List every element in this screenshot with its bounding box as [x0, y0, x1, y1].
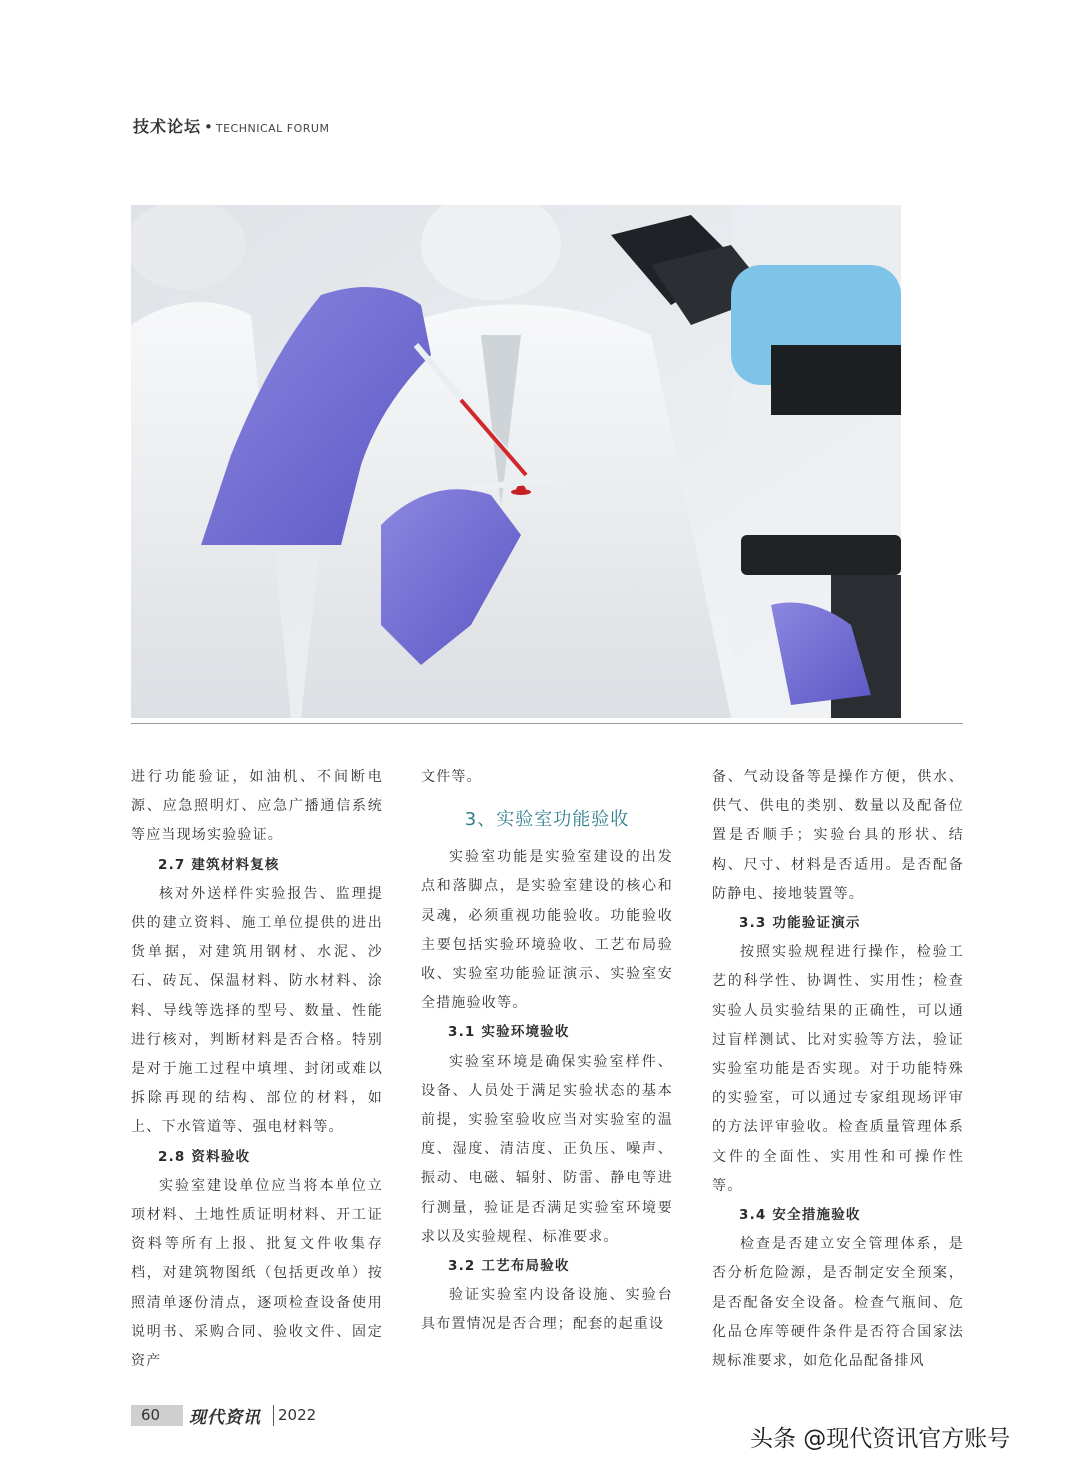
- section-title-en: TECHNICAL FORUM: [215, 122, 330, 135]
- body-paragraph: 核对外送样件实验报告、监理提供的建立资料、施工单位提供的进出货单据，对建筑用钢材、水泥、沙石、砖瓦、保温材料、防水材料、涂料、导线等选择的型号、数量、性能进行核对，判断材料是否合格。特别是对于施工过程中填埋、封闭或难以拆除再现的结构、部位的材料，如上、下水管道等、强电材料等。: [131, 885, 383, 1136]
- subsection-heading: 2.8 资料验收: [158, 1148, 251, 1165]
- body-paragraph: 实验室功能是实验室建设的出发点和落脚点，是实验室建设的核心和灵魂，必须重视功能验收。功能验收主要包括实验环境验收、工艺布局验收、实验室功能验证演示、实验室安全措施验收等。: [421, 849, 673, 1012]
- magazine-logo: 现代资讯: [189, 1408, 261, 1428]
- body-paragraph: 进行功能验证，如油机、不间断电源、应急照明灯、应急广播通信系统等应当现场实验验证。: [131, 769, 383, 844]
- subsection-heading: 3.2 工艺布局验收: [448, 1258, 570, 1275]
- text-column-1: [131, 763, 383, 1376]
- header-divider: [131, 723, 963, 724]
- subsection-heading: 3.1 实验环境验收: [448, 1024, 570, 1041]
- body-paragraph: 实验室环境是确保实验室样件、设备、人员处于满足实验状态的基本前提，实验室验收应当对实验室的温度、湿度、清洁度、正负压、噪声、振动、电磁、辐射、防雷、静电等进行测量，验证是否满足实验室环境要求以及实验规程、标准要求。: [421, 1053, 673, 1245]
- text-column-2: [421, 763, 673, 1340]
- issue-year: 2022: [273, 1405, 316, 1426]
- text-column-3: [712, 763, 964, 1376]
- source-watermark: 头条 @现代资讯官方账号: [750, 1426, 1011, 1452]
- body-paragraph: 文件等。: [421, 769, 482, 785]
- section-heading: 3、实验室功能验收: [464, 809, 630, 831]
- body-paragraph: 备、气动设备等是操作方便，供水、供气、供电的类别、数量以及配备位置是否顺手；实验台具的形状、结构、尺寸、材料是否适用。是否配备防静电、接地装置等。: [712, 769, 964, 902]
- page-number: 60: [131, 1405, 183, 1426]
- subsection-heading: 3.3 功能验证演示: [739, 915, 861, 932]
- body-paragraph: 实验室建设单位应当将本单位立项材料、土地性质证明材料、开工证资料等所有上报、批复文件收集存档，对建筑物图纸（包括更改单）按照清单逐份清点，逐项检查设备使用说明书、采购合同、验收文件、固定资产: [131, 1177, 383, 1370]
- lab-photo: [131, 205, 901, 718]
- page-header: [133, 114, 329, 137]
- subsection-heading: 2.7 建筑材料复核: [158, 856, 280, 873]
- section-title-zh: 技术论坛: [133, 117, 202, 136]
- subsection-heading: 3.4 安全措施验收: [739, 1207, 861, 1224]
- body-paragraph: 验证实验室内设备设施、实验台具布置情况是否合理；配套的起重设: [421, 1287, 673, 1333]
- header-separator: •: [204, 118, 213, 136]
- body-paragraph: 按照实验规程进行操作，检验工艺的科学性、协调性、实用性；检查实验人员实验结果的正确性，可以通过盲样测试、比对实验等方法，验证实验室功能是否实现。对于功能特殊的实验室，可以通过专家组现场评审的方法评审验收。检查质量管理体系文件的全面性、实用性和可操作性等。: [712, 944, 964, 1194]
- body-paragraph: 检查是否建立安全管理体系，是否分析危险源，是否制定安全预案，是否配备安全设备。检查气瓶间、危化品仓库等硬件条件是否符合国家法规标准要求，如危化品配备排风: [712, 1236, 964, 1370]
